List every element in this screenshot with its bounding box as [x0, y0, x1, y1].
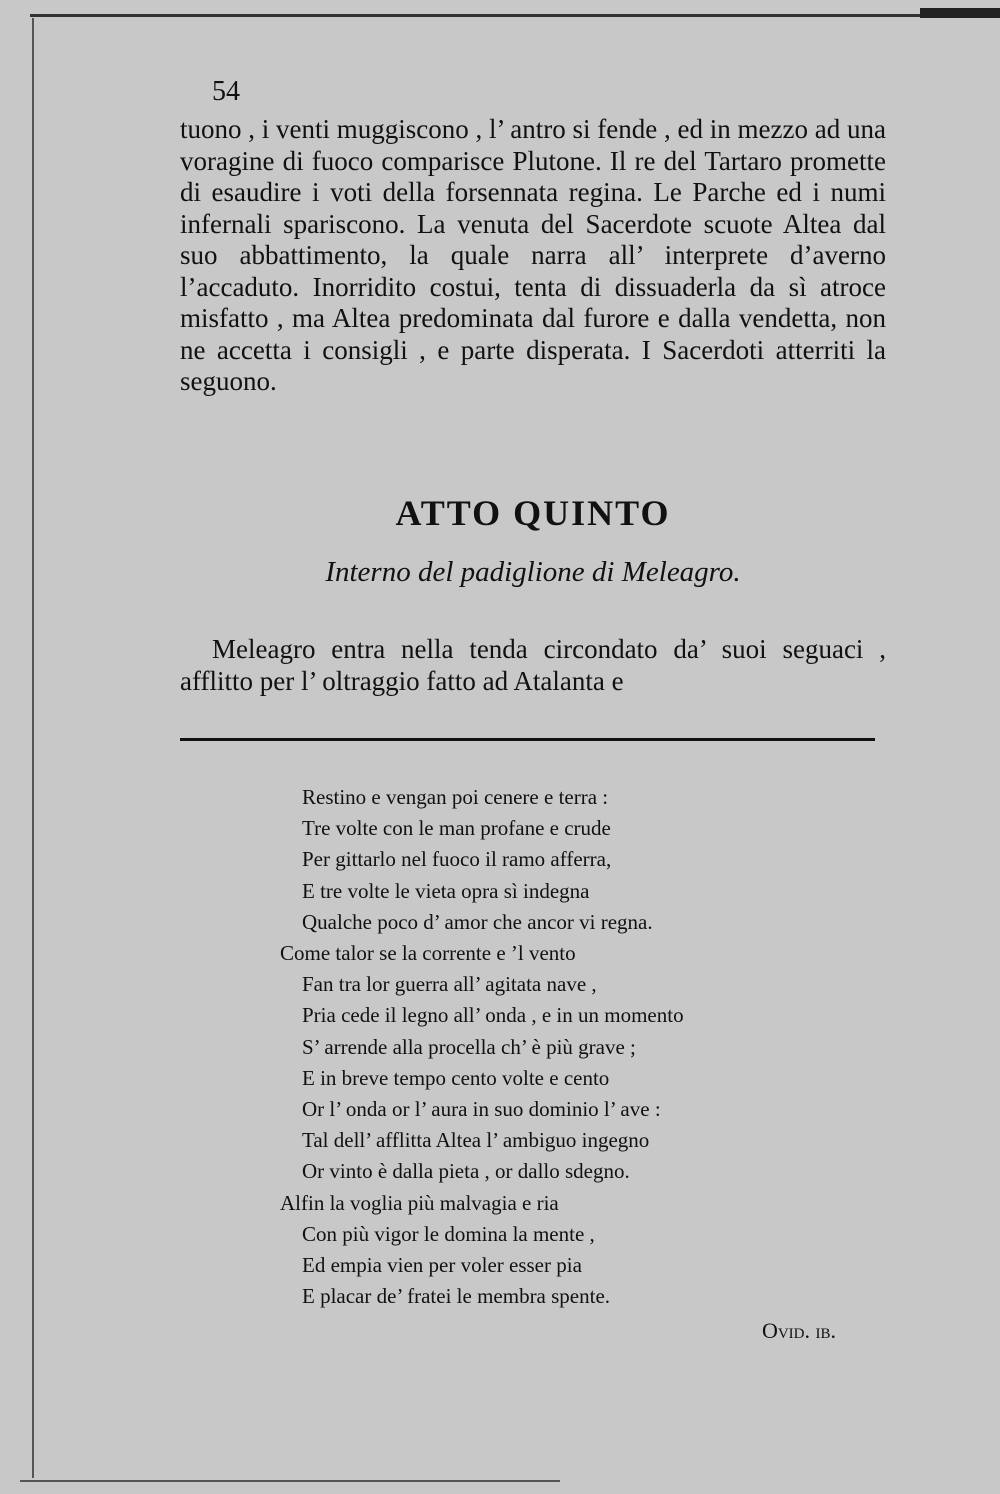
- verse-line: Fan tra lor guerra all’ agitata nave ,: [302, 972, 597, 997]
- verse-line: Or vinto è dalla pieta , or dallo sdegno.: [302, 1159, 630, 1184]
- verse-line: Come talor se la corrente e ’l vento: [280, 941, 576, 966]
- verse-line: E tre volte le vieta opra sì indegna: [302, 878, 590, 903]
- verse-quotation: [280, 782, 840, 1312]
- verse-line: Qualche poco d’ amor che ancor vi regna.: [302, 909, 653, 934]
- page-bottom-edge: [20, 1480, 560, 1482]
- page-top-edge: [30, 14, 990, 17]
- citation: Ovid. ib.: [761, 1318, 836, 1343]
- synopsis-paragraph: tuono , i venti muggiscono , l’ antro si fende , ed in mezzo ad una voragine di fuoco comparisce Plutone. Il re del Tartaro promette di esaudire i voti della forsennata regina. Le Parche ed i numi infernali spariscono. La venuta del Sacerdote scuote Altea dal suo abbattimento, la quale narra all’ interprete d’averno l’accaduto. Inorridito costui, tenta di dissuaderla da sì atroce misfatto , ma Altea predominata dal furore e dalla vendetta, non ne accetta i consigli , e parte disperata. I Sacerdoti atterriti la seguono.: [180, 114, 886, 396]
- verse-line: E placar de’ fratei le membra spente.: [302, 1284, 611, 1309]
- verse-line: Ed empia vien per voler esser pia: [302, 1253, 582, 1278]
- act-title: ATTO QUINTO: [395, 493, 671, 533]
- verse-line: S’ arrende alla procella ch’ è più grave ;: [302, 1034, 636, 1059]
- footnote-rule: [180, 738, 875, 741]
- page-left-edge: [32, 18, 34, 1478]
- verse-line: Pria cede il legno all’ onda , e in un momento: [302, 1003, 684, 1028]
- scene-heading: Interno del padiglione di Meleagro.: [325, 556, 741, 588]
- verse-line: Or l’ onda or l’ aura in suo dominio l’ ave :: [302, 1097, 661, 1122]
- verse-line: Tre volte con le man profane e crude: [302, 816, 611, 841]
- verse-line: E in breve tempo cento volte e cento: [302, 1065, 610, 1090]
- page-corner-mark: [920, 8, 1000, 18]
- verse-line: Tal dell’ afflitta Altea l’ ambiguo ingegno: [302, 1128, 650, 1153]
- scene-paragraph: Meleagro entra nella tenda circondato da’ suoi seguaci , afflitto per l’ oltraggio fatto ad Atalanta e: [180, 634, 886, 696]
- verse-line: Alfin la voglia più malvagia e ria: [280, 1190, 559, 1215]
- verse-line: Con più vigor le domina la mente ,: [302, 1221, 595, 1246]
- page-number: 54: [212, 76, 240, 107]
- verse-line: Per gittarlo nel fuoco il ramo afferra,: [302, 847, 612, 872]
- verse-line: Restino e vengan poi cenere e terra :: [302, 785, 609, 809]
